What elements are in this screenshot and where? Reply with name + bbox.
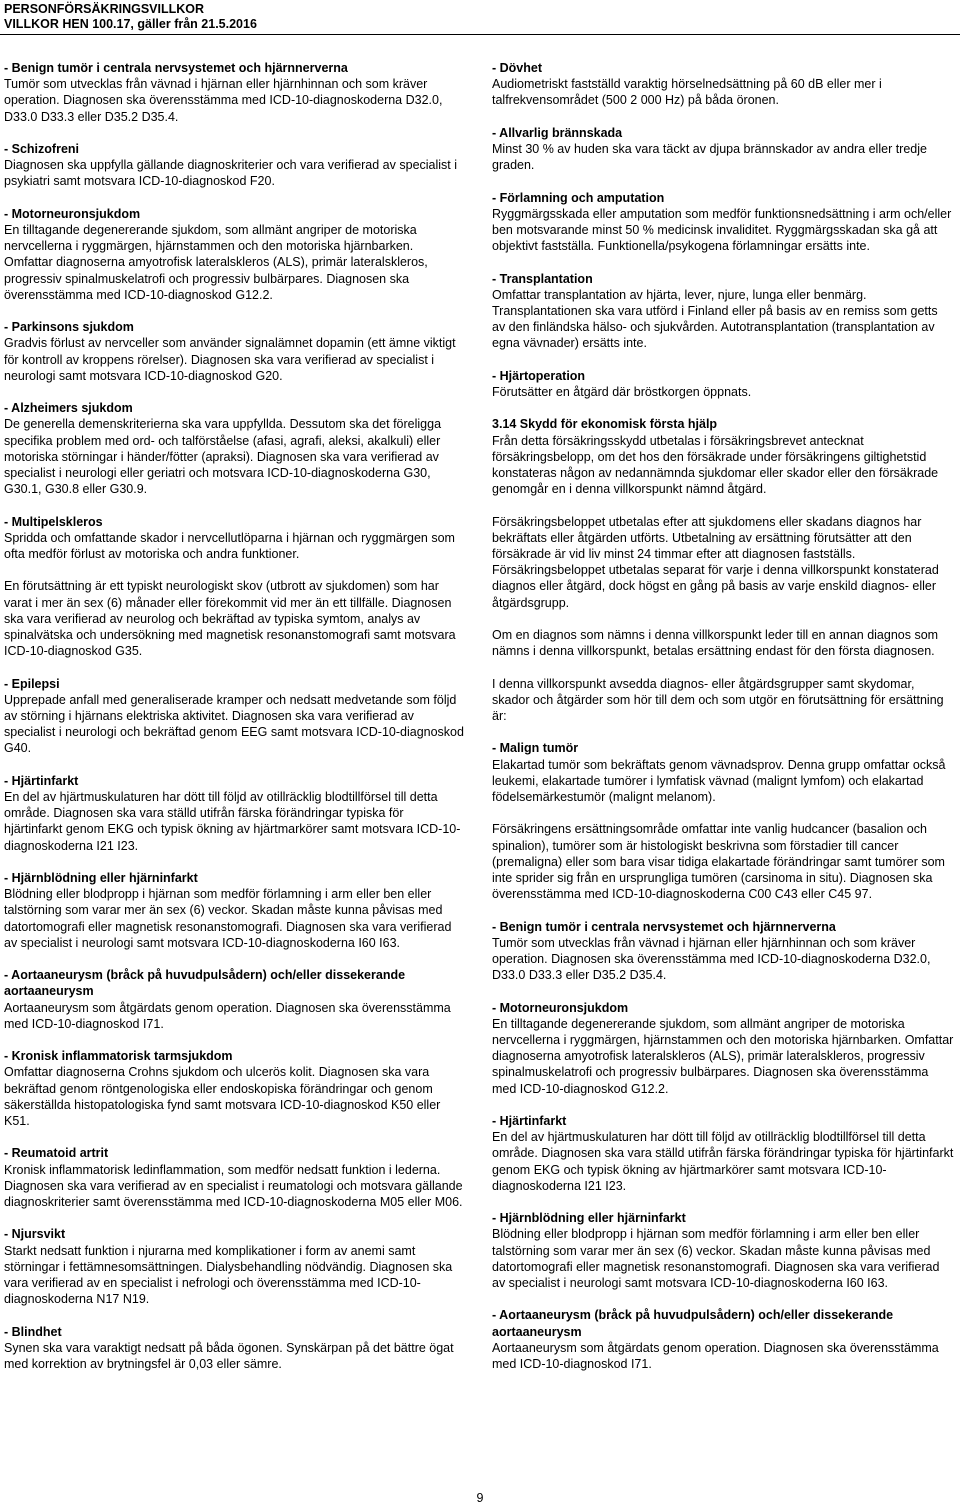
section-heading: - Alzheimers sjukdom (4, 401, 133, 416)
section-heading: - Motorneuronsjukdom (492, 1000, 629, 1015)
section-body: Blödning eller blodpropp i hjärnan som medför förlamning i arm eller ben eller talstörning som varar mer än sex (6) veckor. Skadan måste kunna påvisas med datortomografi eller magnetisk resonanstomografi. Diagnosen ska vara verifierad av specialist i neurologi samt motsvara ICD-10-diagnoskoderna I60 I63. (4, 887, 452, 950)
section-body: En del av hjärtmuskulaturen har dött till följd av otillräcklig blodtillförsel till detta område. Diagnosen ska vara ställd utifrån färska förändringar typiska för hjärtinfarkt genom EKG och typisk ökning av hjärtmarkörer samt motsvara ICD-10-diagnoskoderna I21 I23. (492, 1130, 954, 1193)
section-body: Diagnosen ska uppfylla gällande diagnoskriterier och vara verifierad av specialist i psykiatri samt motsvara ICD-10-diagnoskod F20. (4, 158, 458, 189)
paragraph-text: Försäkringens ersättningsområde omfattar inte vanlig hudcancer (basalion och spinalion), tumörer som är histologiskt beskrivna som förstadier till cancer (premaligna) eller som bara visar tidiga elakartade förändringar samt tumörer som inte sprider sig från en ursprungliga tumören (carsinoma in situ). Diagnosen ska överensstämma med ICD-10-diagnoskoderna C00 C43 eller C45 97. (492, 822, 945, 902)
section-epilepsi (4, 676, 464, 757)
section-heading: - Förlamning och amputation (492, 190, 665, 205)
section-benign-tumor (4, 60, 464, 125)
section-body: Aortaaneurysm som åtgärdats genom operation. Diagnosen ska överensstämma med ICD-10-diagnoskod I71. (4, 1000, 451, 1031)
section-heading: - Schizofreni (4, 142, 80, 156)
section-heading: - Hjärtoperation (492, 368, 586, 383)
section-body: Upprepade anfall med generaliserade kramper och nedsatt medvetande som följd av störning i hjärnans elektriska aktivitet. Diagnosen ska vara verifierad av specialist i neurologi och bekräftad genom EEG samt motsvara ICD-10-diagnoskod G40. (4, 692, 464, 756)
document-header (4, 2, 257, 32)
section-aortaaneurysm (4, 967, 464, 1032)
paragraph-first-diagnosis (492, 627, 954, 659)
section-body: Omfattar transplantation av hjärta, lever, njure, lunga eller benmärg. Transplantationen ska vara utförd i Finland eller på basis av en remiss som getts av den finländska hälso- och sjukvården. Autotransplantation (transplantation av egna vävnader) ersätts inte. (492, 287, 938, 351)
section-body: En tilltagande degenererande sjukdom, som allmänt angriper de motoriska nervcellerna i ryggmärgen, hjärnstammen och den motoriska hjärnbarken. Omfattar diagnoserna amyotrofisk lateralskleros (ALS), primär lateralskleros, progressiv spinalmuskelatrofi och progressiv bulbärpares. Diagnosen ska överensstämma med ICD-10-diagnoskod G12.2. (4, 223, 428, 302)
section-hjartoperation (492, 368, 954, 400)
paragraph-text: Om en diagnos som nämns i denna villkorspunkt leder till en annan diagnos som nämns i denna villkorspunkt, betalas ersättning endast för den första diagnosen. (492, 628, 939, 659)
page-number: 9 (476, 1491, 484, 1505)
section-body: Spridda och omfattande skador i nervcellutlöparna i hjärnan och ryggmärgen som ofta medför förlust av motoriska och andra funktioner. (4, 530, 455, 562)
section-alzheimers (4, 400, 464, 497)
section-heading: - Reumatoid artrit (4, 1146, 109, 1161)
paragraph-text: En förutsättning är ett typiskt neurologiskt skov (utbrott av sjukdomen) som har varat i mer än sex (6) månader eller förekommit vid mer än ett tillfälle. Diagnosen ska vara verifierad av neurolog och bekräftad av typiska symtom, analys av spinalvätska och undersökning med magnetisk resonanstomografi samt motsvara ICD-10-diagnoskod G35. (4, 579, 456, 659)
section-heading: - Malign tumör (492, 741, 579, 756)
section-heading: - Benign tumör i centrala nervsystemet och hjärnnerverna (4, 61, 348, 75)
section-heading: - Aortaaneurysm (bråck på huvudpulsådern) och/eller dissekerande aortaaneurysm (492, 1308, 894, 1339)
section-body: Blödning eller blodpropp i hjärnan som medför förlamning i arm eller ben eller talstörning som varar mer än sex (6) veckor. Skadan måste kunna påvisas med datortomografi eller magnetisk resonanstomografi. Diagnosen ska vara verifierad av specialist i neurologi samt motsvara ICD-10-diagnoskoderna I60 I63. (492, 1227, 940, 1291)
section-body: En del av hjärtmuskulaturen har dött till följd av otillräcklig blodtillförsel till detta område. Diagnosen ska vara ställd utifrån färska förändringar typiska för hjärtinfarkt genom EKG och typisk ökning av hjärtmarkörer samt motsvara ICD-10-diagnoskoderna I21 I23. (4, 790, 461, 853)
section-tarmsjukdom (4, 1048, 464, 1129)
section-heading: - Hjärnblödning eller hjärninfarkt (4, 871, 198, 886)
section-blindhet (4, 1324, 464, 1373)
section-hjartinfarkt (4, 773, 464, 854)
section-motorneuron (4, 206, 464, 303)
section-heading: - Parkinsons sjukdom (4, 320, 134, 335)
paragraph-groups-intro (492, 676, 954, 725)
section-heading: - Blindhet (4, 1324, 62, 1339)
section-forlamning (492, 190, 954, 255)
section-heading: - Epilepsi (4, 676, 60, 691)
section-body: Tumör som utvecklas från vävnad i hjärnan eller hjärnhinnan och som kräver operation. Diagnosen ska överensstämma med ICD-10-diagnoskoderna D32.0, D33.0 D33.3 eller D35.2 D35.4. (4, 77, 443, 124)
right-column (492, 60, 954, 1388)
section-body: Från detta försäkringsskydd utbetalas i försäkringsbrevet antecknat försäkringsbelopp, om det hos den försäkrade under försäkringens giltighetstid konstateras någon av nedannämnda sjukdomar eller skador eller den försäkrade genomgår en i denna villkorspunkt nämnd åtgärd. (492, 433, 939, 497)
section-body: De generella demenskriterierna ska vara uppfyllda. Dessutom ska det föreligga specifika problem med ord- och talförståelse (afasi, agrafi, aleksi, akalkuli) eller motoriska störningar i händer/fötter (apraksi). Diagnosen ska vara verifierad av specialist i neurologi eller geriatri och motsvara ICD-10-diagnoskoderna G30, G30.1, G30.8 eller G30.9. (4, 417, 442, 497)
section-motorneuron-right (492, 1000, 954, 1097)
section-body: Omfattar diagnoserna Crohns sjukdom och ulcerös kolit. Diagnosen ska vara bekräftad genom röntgenologiska eller endoskopiska förändringar och genom säkerställda histopatologiska fynd samt motsvara ICD-10-diagnoskod K50 eller K51. (4, 1065, 441, 1129)
section-benign-tumor-right (492, 919, 954, 984)
section-heading: - Njursvikt (4, 1227, 66, 1242)
section-schizofreni (4, 141, 464, 190)
section-hjartinfarkt-right (492, 1113, 954, 1194)
section-malign-tumor (492, 740, 954, 805)
document-title: PERSONFÖRSÄKRINGSVILLKOR (4, 2, 205, 16)
section-body: Synen ska vara varaktigt nedsatt på båda ögonen. Synskärpan på det bättre ögat med korrektion av brytningsfel är 0,03 eller sämre. (4, 1340, 454, 1372)
section-transplantation (492, 271, 954, 352)
section-heading: - Benign tumör i centrala nervsystemet och hjärnnerverna (492, 919, 836, 934)
section-njursvikt (4, 1226, 464, 1307)
section-multipelskleros (4, 514, 464, 563)
paragraph-payment (492, 514, 954, 611)
section-heading: - Hjärnblödning eller hjärninfarkt (492, 1211, 686, 1226)
section-body: Förutsätter en åtgärd där bröstkorgen öppnats. (492, 385, 752, 399)
section-heading: - Transplantation (492, 271, 593, 286)
left-column (4, 60, 464, 1388)
paragraph-text: Försäkringsbeloppet utbetalas efter att sjukdomens eller skadans diagnos har bekräftats eller åtgärden utförts. Utbetalning av ersättning förutsätter att den försäkrade är vid liv minst 24 timmar efter att diagnosen fastställs. Försäkringsbeloppet utbetalas separat för varje i denna villkorspunkt konstaterad diagnos eller åtgärd, dock högst en gång på basis av varje enskild diagnos- eller åtgärdsgrupp. (492, 514, 939, 610)
section-reumatoid-artrit (4, 1145, 464, 1210)
paragraph-cancer-exclusions (492, 821, 954, 902)
header-divider (0, 34, 960, 35)
section-heading: 3.14 Skydd för ekonomisk första hjälp (492, 417, 718, 432)
section-heading: - Motorneuronsjukdom (4, 206, 141, 221)
paragraph-ms-requirement (4, 578, 464, 659)
section-body: Minst 30 % av huden ska vara täckt av djupa brännskador av andra eller tredje graden. (492, 142, 927, 173)
section-body: En tilltagande degenererande sjukdom, som allmänt angriper de motoriska nervcellerna i ryggmärgen, hjärnstammen och den motoriska hjärnbarken. Omfattar diagnoserna amyotrofisk lateralskleros (ALS), primär lateralskleros, progressiv spinalmuskelatrofi och progressiv bulbärpares. Diagnosen ska överensstämma med ICD-10-diagnoskod G12.2. (492, 1016, 954, 1096)
section-3-14-heading (492, 416, 954, 497)
section-body: Elakartad tumör som bekräftats genom vävnadsprov. Denna grupp omfattar också leukemi, elakartade tumörer i lymfatisk vävnad (malignt lymfom) och elakartad födelsemärkestumör (malignt melanom). (492, 757, 946, 804)
document-subtitle: VILLKOR HEN 100.17, gäller från 21.5.2016 (4, 17, 257, 31)
section-body: Starkt nedsatt funktion i njurarna med komplikationer i form av anemi samt störningar i fettämnesomsättningen. Dialysbehandling nödvändig. Diagnosen ska vara verifierad av en specialist i nefrologi och överensstämma med ICD-10-diagnoskoderna N17 N19. (4, 1243, 453, 1307)
section-heading: - Dövhet (492, 61, 542, 75)
section-body: Ryggmärgsskada eller amputation som medför funktionsnedsättning i arm och/eller ben motsvarande minst 50 % medicinsk invaliditet. Ryggmärgsskadan ska gå att objektivt fastställa. Funktionella/psykogena förlamningar ersätts inte. (492, 206, 952, 254)
section-body: Audiometriskt fastställd varaktig hörselnedsättning på 60 dB eller mer i talfrekvensområdet (500 2 000 Hz) på båda öronen. (492, 77, 882, 108)
section-heading: - Hjärtinfarkt (4, 773, 79, 788)
section-body: Aortaaneurysm som åtgärdats genom operation. Diagnosen ska överensstämma med ICD-10-diagnoskod I71. (492, 1340, 939, 1372)
section-body: Tumör som utvecklas från vävnad i hjärnan eller hjärnhinnan och som kräver operation. Diagnosen ska överensstämma med ICD-10-diagnoskoderna D32.0, D33.0 D33.3 eller D35.2 D35.4. (492, 935, 931, 983)
section-aortaaneurysm-right (492, 1307, 954, 1372)
section-hjarnblodning-right (492, 1210, 954, 1291)
section-heading: - Kronisk inflammatorisk tarmsjukdom (4, 1049, 233, 1064)
section-parkinsons (4, 319, 464, 384)
section-dovhet (492, 60, 954, 109)
section-heading: - Multipelskleros (4, 514, 103, 529)
section-body: Gradvis förlust av nervceller som använder signalämnet dopamin (ett ämne viktigt för kontroll av kroppens rörelser). Diagnosen ska vara verifierad av specialist i neurologi samt motsvara ICD-10-diagnoskod G20. (4, 336, 456, 383)
paragraph-text: I denna villkorspunkt avsedda diagnos- eller åtgärdsgrupper samt skydomar, skador och åtgärder som hör till dem och som utgör en förutsättning för ersättning är: (492, 676, 944, 723)
section-hjarnblodning (4, 870, 464, 951)
section-heading: - Allvarlig brännskada (492, 125, 623, 140)
section-heading: - Hjärtinfarkt (492, 1114, 567, 1128)
section-brannskada (492, 125, 954, 174)
section-heading: - Aortaaneurysm (bråck på huvudpulsådern) och/eller dissekerande aortaaneurysm (4, 968, 406, 999)
section-body: Kronisk inflammatorisk ledinflammation, som medför nedsatt funktion i lederna. Diagnosen ska vara verifierad av en specialist i reumatologi och motsvara gällande diagnoskriterier samt överensstämma med ICD-10-diagnoskoderna M05 eller M06. (4, 1162, 463, 1210)
